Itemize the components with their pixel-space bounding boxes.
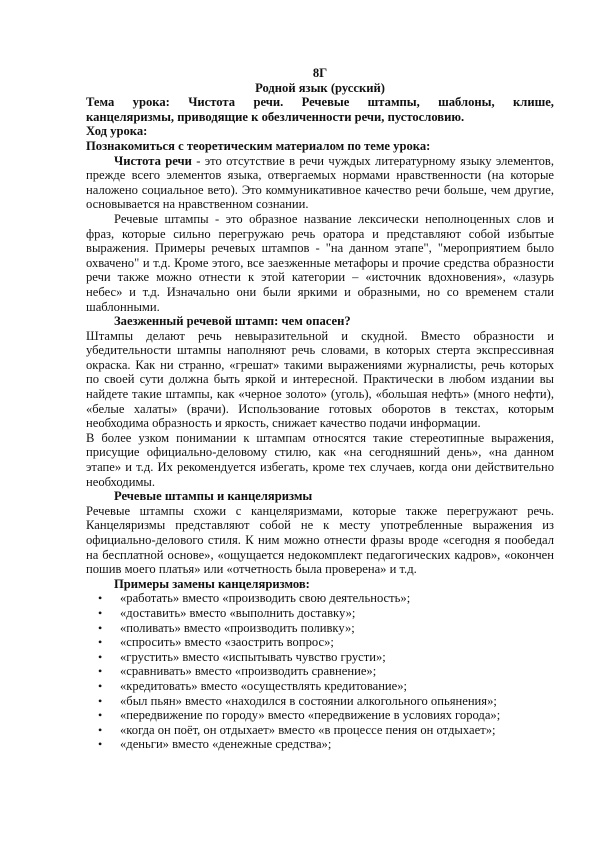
topic-line-2: канцеляризмы, приводящие к обезличенности речи, пустословию. xyxy=(86,109,465,124)
topic-word: Чистота xyxy=(188,95,236,110)
subject-heading: Родной язык (русский) xyxy=(255,80,385,95)
heading-worn-stamp: Заезженный речевой штамп: чем опасен? xyxy=(114,314,351,329)
list-item: • «передвижение по городу» вместо «передвижение в условиях города»; xyxy=(86,708,554,723)
term-purity: Чистота речи xyxy=(114,153,192,168)
list-item: • «работать» вместо «производить свою деятельность»; xyxy=(86,591,554,606)
list-item: • «доставить» вместо «выполнить доставку»; xyxy=(86,606,554,621)
intro-heading: Познакомиться с теоретическим материалом по теме урока: xyxy=(86,138,431,153)
topic-word: шаблоны, xyxy=(438,95,495,110)
paragraph-narrow-sense: В более узком понимании к штампам относятся такие стереотипные выражения, присущие официально-деловому стилю, как «на сегодняшний день», «на данном этапе» и т.д. Их рекомендуется избегать, кроме тех случаев, когда они действительно необходимы. xyxy=(86,430,554,489)
lesson-course-heading: Ход урока: xyxy=(86,124,148,139)
list-item: • «грустить» вместо «испытывать чувство грусти»; xyxy=(86,650,554,665)
paragraph-purity-text: - это отсутствие в речи чуждых литературному языку элементов, прежде всего элементов языка, отвергаемых нормами нравственности (на которые наложено социальное вето). Это коммуникативное качество речи больше, чем другие, основывается на нравственном сознании. xyxy=(86,153,554,212)
paragraph-clericalisms: Речевые штампы схожи с канцеляризмами, которые также перегружают речь. Канцеляризмы представляют собой не к месту употребленные выражения из официально-делового стиля. К ним можно отнести фразы вроде «сегодня я пообедал на бесплатной основе», «ощущается недокомплект педагогических кадров», «окончен пошив моего платья» или «отчетность была проверена» и т.д. xyxy=(86,503,554,577)
heading-stamps-clericalisms: Речевые штампы и канцеляризмы xyxy=(114,489,313,504)
list-item: • «спросить» вместо «заострить вопрос»; xyxy=(86,635,554,650)
topic-word: штампы, xyxy=(367,95,420,110)
heading-examples: Примеры замены канцеляризмов: xyxy=(114,576,310,591)
list-item: • «сравнивать» вместо «производить сравнение»; xyxy=(86,664,554,679)
examples-list xyxy=(86,591,554,752)
topic-word: Тема xyxy=(86,95,115,110)
topic-word: Речевые xyxy=(301,95,350,110)
topic-line-1 xyxy=(86,95,554,110)
grade-heading: 8Г xyxy=(312,66,328,80)
paragraph-stamps: Речевые штампы - это образное название лексически неполноценных слов и фраз, которые сильно перегружаю речь оратора и представляют собой избытые выражения. Примеры речевых штампов - "на данном этапе", "мероприятием было охвачено" и т.д. Кроме этого, все заезженные метафоры и прочие средства образности речи также можно отнести к этой категории – «источник вдохновения», «лазурь небес» и т.д. Изначально они были яркими и образными, но со временем стали шаблонными. xyxy=(86,211,554,314)
topic-word: речи. xyxy=(253,95,284,110)
list-item: • «кредитовать» вместо «осуществлять кредитование»; xyxy=(86,679,554,694)
paragraph-purity xyxy=(86,154,554,212)
list-item: • «поливать» вместо «производить поливку»; xyxy=(86,621,554,636)
list-item: • «был пьян» вместо «находился в состоянии алкогольного опьянения»; xyxy=(86,694,554,709)
list-item: • «когда он поёт, он отдыхает» вместо «в процессе пения он отдыхает»; xyxy=(86,723,554,738)
topic-word: клише, xyxy=(513,95,554,110)
paragraph-stamps-danger: Штампы делают речь невыразительной и скудной. Вместо образности и убедительности штампы наполняют речь словами, в которых стерта экспрессивная окраска. Как ни странно, «грешат» такими выражениями журналисты, речь которых по своей сути должна быть яркой и интересной. Практически в любом издании вы найдете такие штампы, как «черное золото» (уголь), «большая нефть» (много нефти), «белые халаты» (врачи). Использование готовых оборотов в текстах, которым необходима образность и яркость, снижает качество подачи информации. xyxy=(86,328,554,431)
list-item: • «деньги» вместо «денежные средства»; xyxy=(86,737,554,752)
topic-word: урока: xyxy=(132,95,170,110)
